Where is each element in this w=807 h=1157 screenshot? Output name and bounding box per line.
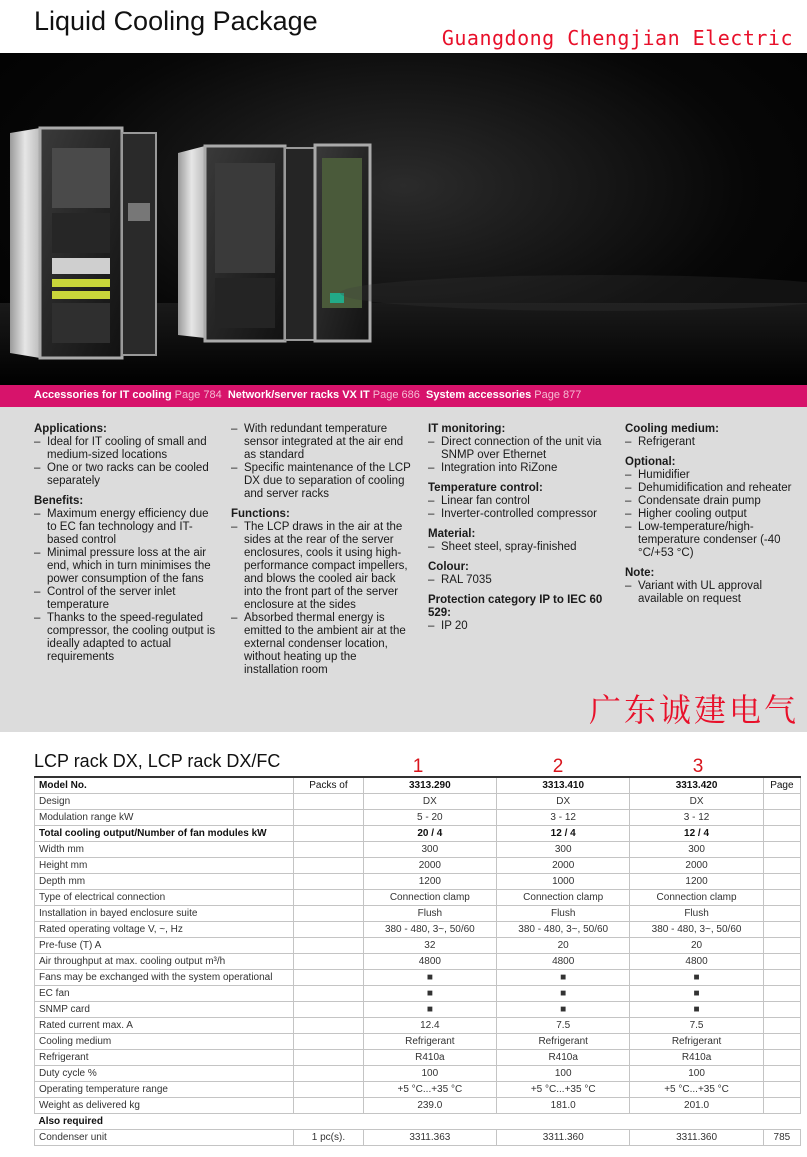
- features-col-3: [428, 423, 610, 640]
- row-packs: [294, 810, 363, 826]
- table-header-row: [35, 777, 801, 794]
- row-packs: [294, 1050, 363, 1066]
- row-value: 3311.363: [363, 1130, 496, 1146]
- row-packs: [294, 954, 363, 970]
- row-packs: [294, 970, 363, 986]
- list-item: – Low-temperature/high-temperature condenser (-40 °C/+53 °C): [625, 521, 803, 560]
- row-label: Width mm: [35, 842, 294, 858]
- row-page: [763, 1066, 800, 1082]
- table-row: [35, 858, 801, 874]
- row-value: 4800: [630, 954, 763, 970]
- row-value: 3311.360: [497, 1130, 630, 1146]
- row-label: Condenser unit: [35, 1130, 294, 1146]
- row-value: Connection clamp: [630, 890, 763, 906]
- row-label: Type of electrical connection: [35, 890, 294, 906]
- row-value: 20: [497, 938, 630, 954]
- also-required-label: Also required: [35, 1114, 801, 1130]
- row-value: ■: [363, 970, 496, 986]
- section-heading: Optional:: [625, 456, 676, 468]
- section-heading: Note:: [625, 567, 655, 579]
- accessories-bar: [0, 385, 807, 407]
- header-model-value: 3313.410: [497, 777, 630, 794]
- section-heading: Colour:: [428, 561, 469, 573]
- table-row: [35, 970, 801, 986]
- rack-2-illustration: [178, 145, 370, 341]
- spec-table: [34, 776, 801, 1146]
- row-page: [763, 826, 800, 842]
- row-packs: [294, 938, 363, 954]
- row-value: 100: [630, 1066, 763, 1082]
- row-page: [763, 938, 800, 954]
- row-value: DX: [363, 794, 496, 810]
- row-packs: [294, 1034, 363, 1050]
- row-value: 380 - 480, 3~, 50/60: [630, 922, 763, 938]
- row-value: 2000: [630, 858, 763, 874]
- table-row: [35, 986, 801, 1002]
- row-value: 12.4: [363, 1018, 496, 1034]
- acc-link-it-cooling[interactable]: Accessories for IT cooling: [34, 389, 172, 401]
- table-row: [35, 842, 801, 858]
- row-label: SNMP card: [35, 1002, 294, 1018]
- row-label: Design: [35, 794, 294, 810]
- row-value: Refrigerant: [363, 1034, 496, 1050]
- section-heading: Functions:: [231, 508, 290, 520]
- row-value: 4800: [363, 954, 496, 970]
- row-value: 4800: [497, 954, 630, 970]
- column-number: 1: [412, 756, 424, 777]
- row-value: 3 - 12: [497, 810, 630, 826]
- row-page: [763, 1002, 800, 1018]
- row-value: ■: [497, 986, 630, 1002]
- row-packs: [294, 1018, 363, 1034]
- row-page: [763, 1018, 800, 1034]
- row-value: ■: [363, 986, 496, 1002]
- header-model-value: 3313.290: [363, 777, 496, 794]
- list-item: – Thanks to the speed-regulated compressor, the cooling output is ideally adapted to actual requirements: [34, 612, 216, 664]
- row-label: Fans may be exchanged with the system operational: [35, 970, 294, 986]
- list-item: – One or two racks can be cooled separately: [34, 462, 216, 488]
- row-value: 20: [630, 938, 763, 954]
- row-value: 7.5: [630, 1018, 763, 1034]
- list-item: – Linear fan control: [428, 495, 610, 508]
- header-packs: Packs of: [294, 777, 363, 794]
- row-value: R410a: [363, 1050, 496, 1066]
- rack-1-illustration: [10, 128, 156, 358]
- acc-link-system-accessories[interactable]: System accessories: [426, 389, 532, 401]
- table-title: LCP rack DX, LCP rack DX/FC: [34, 751, 281, 771]
- row-label: Rated operating voltage V, ~, Hz: [35, 922, 294, 938]
- table-row: [35, 874, 801, 890]
- row-value: 300: [497, 842, 630, 858]
- row-value: 300: [630, 842, 763, 858]
- row-value: ■: [630, 986, 763, 1002]
- acc-page[interactable]: Page 784: [174, 389, 222, 401]
- row-label: Installation in bayed enclosure suite: [35, 906, 294, 922]
- header-page: Page: [763, 777, 800, 794]
- row-page: [763, 986, 800, 1002]
- row-value: 380 - 480, 3~, 50/60: [497, 922, 630, 938]
- row-page: [763, 842, 800, 858]
- row-packs: [294, 1082, 363, 1098]
- row-value: 12 / 4: [630, 826, 763, 842]
- list-item: – Specific maintenance of the LCP DX due to separation of cooling and server racks: [231, 462, 411, 501]
- row-value: Connection clamp: [497, 890, 630, 906]
- row-value: Flush: [497, 906, 630, 922]
- list-item: – Condensate drain pump: [625, 495, 803, 508]
- table-row: [35, 1034, 801, 1050]
- table-row: [35, 810, 801, 826]
- table-row: [35, 1082, 801, 1098]
- list-item: – Sheet steel, spray-finished: [428, 541, 610, 554]
- section-heading: IT monitoring:: [428, 423, 506, 435]
- row-page: [763, 954, 800, 970]
- row-page: [763, 970, 800, 986]
- table-row: [35, 938, 801, 954]
- row-value: ■: [630, 1002, 763, 1018]
- row-label: Weight as delivered kg: [35, 1098, 294, 1114]
- row-packs: [294, 986, 363, 1002]
- list-item: – Variant with UL approval available on request: [625, 580, 803, 606]
- table-row: [35, 1002, 801, 1018]
- row-value: 201.0: [630, 1098, 763, 1114]
- row-value: Flush: [363, 906, 496, 922]
- list-item: – Refrigerant: [625, 436, 803, 449]
- row-packs: [294, 858, 363, 874]
- features-col-4: [625, 423, 803, 613]
- row-value: 3311.360: [630, 1130, 763, 1146]
- row-value: 300: [363, 842, 496, 858]
- list-item: – Higher cooling output: [625, 508, 803, 521]
- table-row: [35, 906, 801, 922]
- section-heading: Material:: [428, 528, 476, 540]
- row-value: R410a: [497, 1050, 630, 1066]
- list-item: – Dehumidification and reheater: [625, 482, 803, 495]
- row-value: DX: [630, 794, 763, 810]
- acc-link-server-racks[interactable]: Network/server racks VX IT: [227, 389, 370, 401]
- list-item: – Direct connection of the unit via SNMP over Ethernet: [428, 436, 610, 462]
- row-label: Modulation range kW: [35, 810, 294, 826]
- row-value: 100: [497, 1066, 630, 1082]
- row-label: Depth mm: [35, 874, 294, 890]
- list-item: – Humidifier: [625, 469, 803, 482]
- table-row: [35, 922, 801, 938]
- row-value: 1200: [363, 874, 496, 890]
- row-packs: [294, 842, 363, 858]
- row-packs: [294, 922, 363, 938]
- table-row: [35, 1050, 801, 1066]
- row-packs: [294, 890, 363, 906]
- table-row: [35, 1098, 801, 1114]
- list-item: – Minimal pressure loss at the air end, which in turn minimises the power consumption of the fans: [34, 547, 216, 586]
- table-row: [35, 890, 801, 906]
- row-page: [763, 810, 800, 826]
- row-value: 100: [363, 1066, 496, 1082]
- row-value: 1000: [497, 874, 630, 890]
- row-label: Rated current max. A: [35, 1018, 294, 1034]
- row-label: Duty cycle %: [35, 1066, 294, 1082]
- column-number: 2: [552, 756, 564, 777]
- list-item: – Integration into RiZone: [428, 462, 610, 475]
- table-row: [35, 1018, 801, 1034]
- page-title: Liquid Cooling Package: [34, 6, 318, 36]
- product-photo: [0, 53, 807, 385]
- row-page: [763, 922, 800, 938]
- row-label: Cooling medium: [35, 1034, 294, 1050]
- row-value: 7.5: [497, 1018, 630, 1034]
- row-value: Refrigerant: [630, 1034, 763, 1050]
- row-page: [763, 1098, 800, 1114]
- header-model-no: Model No.: [35, 777, 294, 794]
- row-packs: [294, 826, 363, 842]
- row-packs: [294, 1066, 363, 1082]
- table-row: [35, 1130, 801, 1146]
- row-value: R410a: [630, 1050, 763, 1066]
- row-value: ■: [630, 970, 763, 986]
- row-value: 12 / 4: [497, 826, 630, 842]
- row-value: +5 °C...+35 °C: [363, 1082, 496, 1098]
- row-value: ■: [497, 970, 630, 986]
- row-value: 2000: [497, 858, 630, 874]
- row-value: ■: [497, 1002, 630, 1018]
- list-item: – With redundant temperature sensor integrated at the air end as standard: [231, 423, 411, 462]
- table-row: [35, 794, 801, 810]
- row-value: +5 °C...+35 °C: [630, 1082, 763, 1098]
- row-page: [763, 1082, 800, 1098]
- row-packs: [294, 1002, 363, 1018]
- row-value: Connection clamp: [363, 890, 496, 906]
- table-row: [35, 954, 801, 970]
- column-number: 3: [692, 756, 704, 777]
- row-packs: [294, 1098, 363, 1114]
- row-page: [763, 906, 800, 922]
- list-item: – Ideal for IT cooling of small and medium-sized locations: [34, 436, 216, 462]
- row-label: Total cooling output/Number of fan modules kW: [35, 826, 294, 842]
- row-value: Refrigerant: [497, 1034, 630, 1050]
- row-label: Height mm: [35, 858, 294, 874]
- row-packs: [294, 874, 363, 890]
- features-col-1: [34, 423, 216, 671]
- row-value: DX: [497, 794, 630, 810]
- table-row: [35, 1066, 801, 1082]
- row-label: EC fan: [35, 986, 294, 1002]
- row-value: 32: [363, 938, 496, 954]
- row-page: [763, 1050, 800, 1066]
- list-item: – IP 20: [428, 620, 610, 633]
- row-packs: 1 pc(s).: [294, 1130, 363, 1146]
- list-item: – RAL 7035: [428, 574, 610, 587]
- table-row: [35, 826, 801, 842]
- row-value: 2000: [363, 858, 496, 874]
- row-label: Operating temperature range: [35, 1082, 294, 1098]
- row-value: 380 - 480, 3~, 50/60: [363, 922, 496, 938]
- row-value: ■: [363, 1002, 496, 1018]
- section-heading: Applications:: [34, 423, 107, 435]
- section-heading: Protection category IP to IEC 60 529:: [428, 594, 603, 619]
- brand-name: Guangdong Chengjian Electric: [441, 26, 793, 50]
- row-page: [763, 1034, 800, 1050]
- row-value: +5 °C...+35 °C: [497, 1082, 630, 1098]
- row-page: [763, 858, 800, 874]
- features-col-2: [231, 423, 411, 684]
- row-value: Flush: [630, 906, 763, 922]
- row-label: Air throughput at max. cooling output m³/h: [35, 954, 294, 970]
- row-value: 20 / 4: [363, 826, 496, 842]
- row-page: 785: [763, 1130, 800, 1146]
- section-heading: Cooling medium:: [625, 423, 719, 435]
- row-value: 3 - 12: [630, 810, 763, 826]
- list-item: – Maximum energy efficiency due to EC fan technology and IT-based control: [34, 508, 216, 547]
- chinese-watermark: 广东诚建电气: [588, 691, 799, 729]
- list-item: – Absorbed thermal energy is emitted to the ambient air at the external condenser location, without heating up the installation room: [231, 612, 411, 677]
- features-panel: [0, 407, 807, 732]
- list-item: – Control of the server inlet temperature: [34, 586, 216, 612]
- row-value: 5 - 20: [363, 810, 496, 826]
- section-heading: Benefits:: [34, 495, 84, 507]
- row-label: Refrigerant: [35, 1050, 294, 1066]
- row-value: 181.0: [497, 1098, 630, 1114]
- acc-page[interactable]: Page 877: [534, 389, 582, 401]
- list-item: – Inverter-controlled compressor: [428, 508, 610, 521]
- row-page: [763, 874, 800, 890]
- row-label: Pre-fuse (T) A: [35, 938, 294, 954]
- acc-page[interactable]: Page 686: [372, 389, 420, 401]
- row-value: 239.0: [363, 1098, 496, 1114]
- row-page: [763, 890, 800, 906]
- also-required-row: [35, 1114, 801, 1130]
- row-packs: [294, 794, 363, 810]
- section-heading: Temperature control:: [428, 482, 543, 494]
- row-value: 1200: [630, 874, 763, 890]
- list-item: – The LCP draws in the air at the sides at the rear of the server enclosures, cools it using high-performance compact impellers, and blows the cooled air back into the front part of the server enclosure at the sides: [231, 521, 411, 612]
- row-packs: [294, 906, 363, 922]
- header-model-value: 3313.420: [630, 777, 763, 794]
- row-page: [763, 794, 800, 810]
